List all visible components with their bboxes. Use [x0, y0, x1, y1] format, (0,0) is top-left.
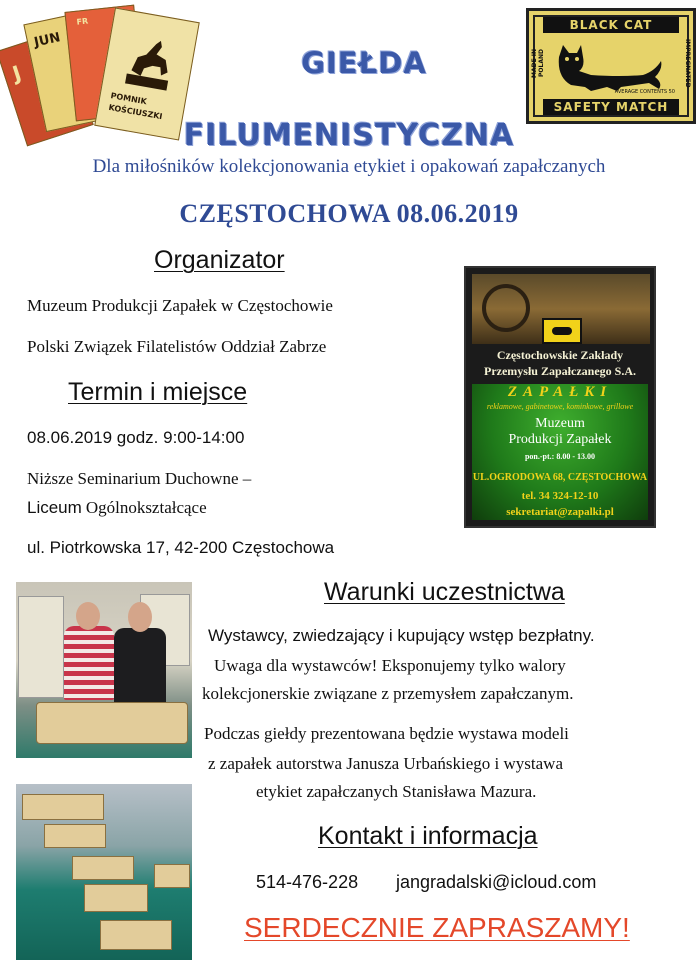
matchstick-vehicle-6: [154, 864, 190, 888]
page-title-line2: FILUMENISTYCZNA: [183, 118, 515, 153]
display-board-left: [18, 596, 64, 698]
matchbox-label-2: JUN: [23, 10, 114, 132]
organizer-line-1: Muzeum Produkcji Zapałek w Częstochowie: [27, 296, 333, 315]
matchstick-vehicle-4: [84, 884, 148, 912]
city-date: CZĘSTOCHOWA 08.06.2019: [179, 199, 519, 228]
models-photo: [16, 784, 192, 960]
exhibitors-photo: [16, 582, 192, 758]
black-cat-bottom: SAFETY MATCH: [543, 99, 679, 115]
factory-photo: [472, 274, 650, 344]
black-cat-title: BLACK CAT: [543, 17, 679, 33]
organizer-line-2: Polski Związek Filatelistów Oddział Zabrze: [27, 337, 327, 356]
ad-company-line1: Częstochowskie Zakłady: [496, 348, 624, 362]
person-head-1: [76, 602, 100, 630]
matchstick-vehicle-3: [72, 856, 134, 880]
conditions-line-6: etykiet zapałczanych Stanisława Mazura.: [256, 782, 537, 801]
matchbox-label-1: J: [0, 30, 94, 147]
page-title-line1: GIEŁDA: [301, 46, 427, 80]
black-cat-average: AVERAGE CONTENTS 50: [614, 89, 675, 95]
black-cat-right-text: IMPREGNATED: [684, 38, 691, 88]
matchbox-label-monument: POMNIK KOŚCIUSZKI: [94, 7, 200, 140]
matchbox-label-3: FR: [64, 5, 145, 122]
ad-products: reklamowe, gabinetowe, kominkowe, grillowe: [486, 402, 634, 411]
conditions-line-4: Podczas giełdy prezentowana będzie wystawa modeli: [204, 724, 569, 743]
machine-wheel: [482, 284, 530, 332]
venue-line-2: [27, 498, 207, 518]
matchstick-vehicle-5: [100, 920, 172, 950]
matchstick-vehicle-2: [44, 824, 106, 848]
matchstick-tank-model: [36, 702, 188, 744]
ad-museum-line1: Muzeum: [535, 416, 585, 431]
ad-museum-line2: Produkcji Zapałek: [508, 432, 612, 447]
conditions-line-1: Wystawcy, zwiedzający i kupujący wstęp bezpłatny.: [208, 626, 595, 645]
cat-logo-icon: [542, 318, 582, 344]
conditions-line-2: Uwaga dla wystawców! Eksponujemy tylko walory: [214, 656, 566, 675]
event-datetime: 08.06.2019 godz. 9:00-14:00: [27, 428, 245, 447]
ad-phone: tel. 34 324-12-10: [521, 490, 599, 502]
ad-company-line2: Przemysłu Zapałczanego S.A.: [484, 364, 636, 378]
museum-advert: [464, 266, 656, 528]
invitation-cta: SERDECZNIE ZAPRASZAMY!: [244, 912, 630, 943]
venue-line-1: Niższe Seminarium Duchowne –: [27, 469, 252, 488]
conditions-line-5: z zapałek autorstwa Janusza Urbańskiego i wystawa: [208, 754, 563, 773]
matchstick-vehicle-1: [22, 794, 104, 820]
conditions-heading: Warunki uczestnictwa: [324, 578, 565, 606]
conditions-line-3: kolekcjonerskie związane z przemysłem zapałczanym.: [202, 684, 574, 703]
person-dark-jacket: [114, 628, 166, 708]
contact-email: jangradalski@icloud.com: [396, 872, 597, 892]
contact-phone: 514-476-228: [256, 872, 359, 892]
person-head-2: [128, 602, 152, 632]
ad-brand: ZAPAŁKI: [507, 384, 613, 400]
person-striped-shirt: [64, 626, 114, 700]
venue-line-2-a: Liceum: [27, 498, 82, 517]
ad-hours: pon.-pt.: 8.00 - 13.00: [524, 452, 595, 461]
ad-email: sekretariat@zapalki.pl: [506, 506, 614, 518]
black-cat-left-text: MADE IN POLAND: [531, 48, 545, 78]
ad-address: UL.OGRODOWA 68, CZĘSTOCHOWA: [472, 472, 648, 483]
venue-line-2-b: Ogólnokształcące: [85, 498, 207, 517]
contact-heading: Kontakt i informacja: [318, 822, 538, 850]
venue-heading: Termin i miejsce: [68, 378, 248, 406]
page-subtitle: Dla miłośników kolekcjonowania etykiet i opakowań zapałczanych: [92, 156, 606, 177]
venue-address: ul. Piotrkowska 17, 42-200 Częstochowa: [27, 538, 335, 557]
organizer-heading: Organizator: [154, 246, 285, 274]
